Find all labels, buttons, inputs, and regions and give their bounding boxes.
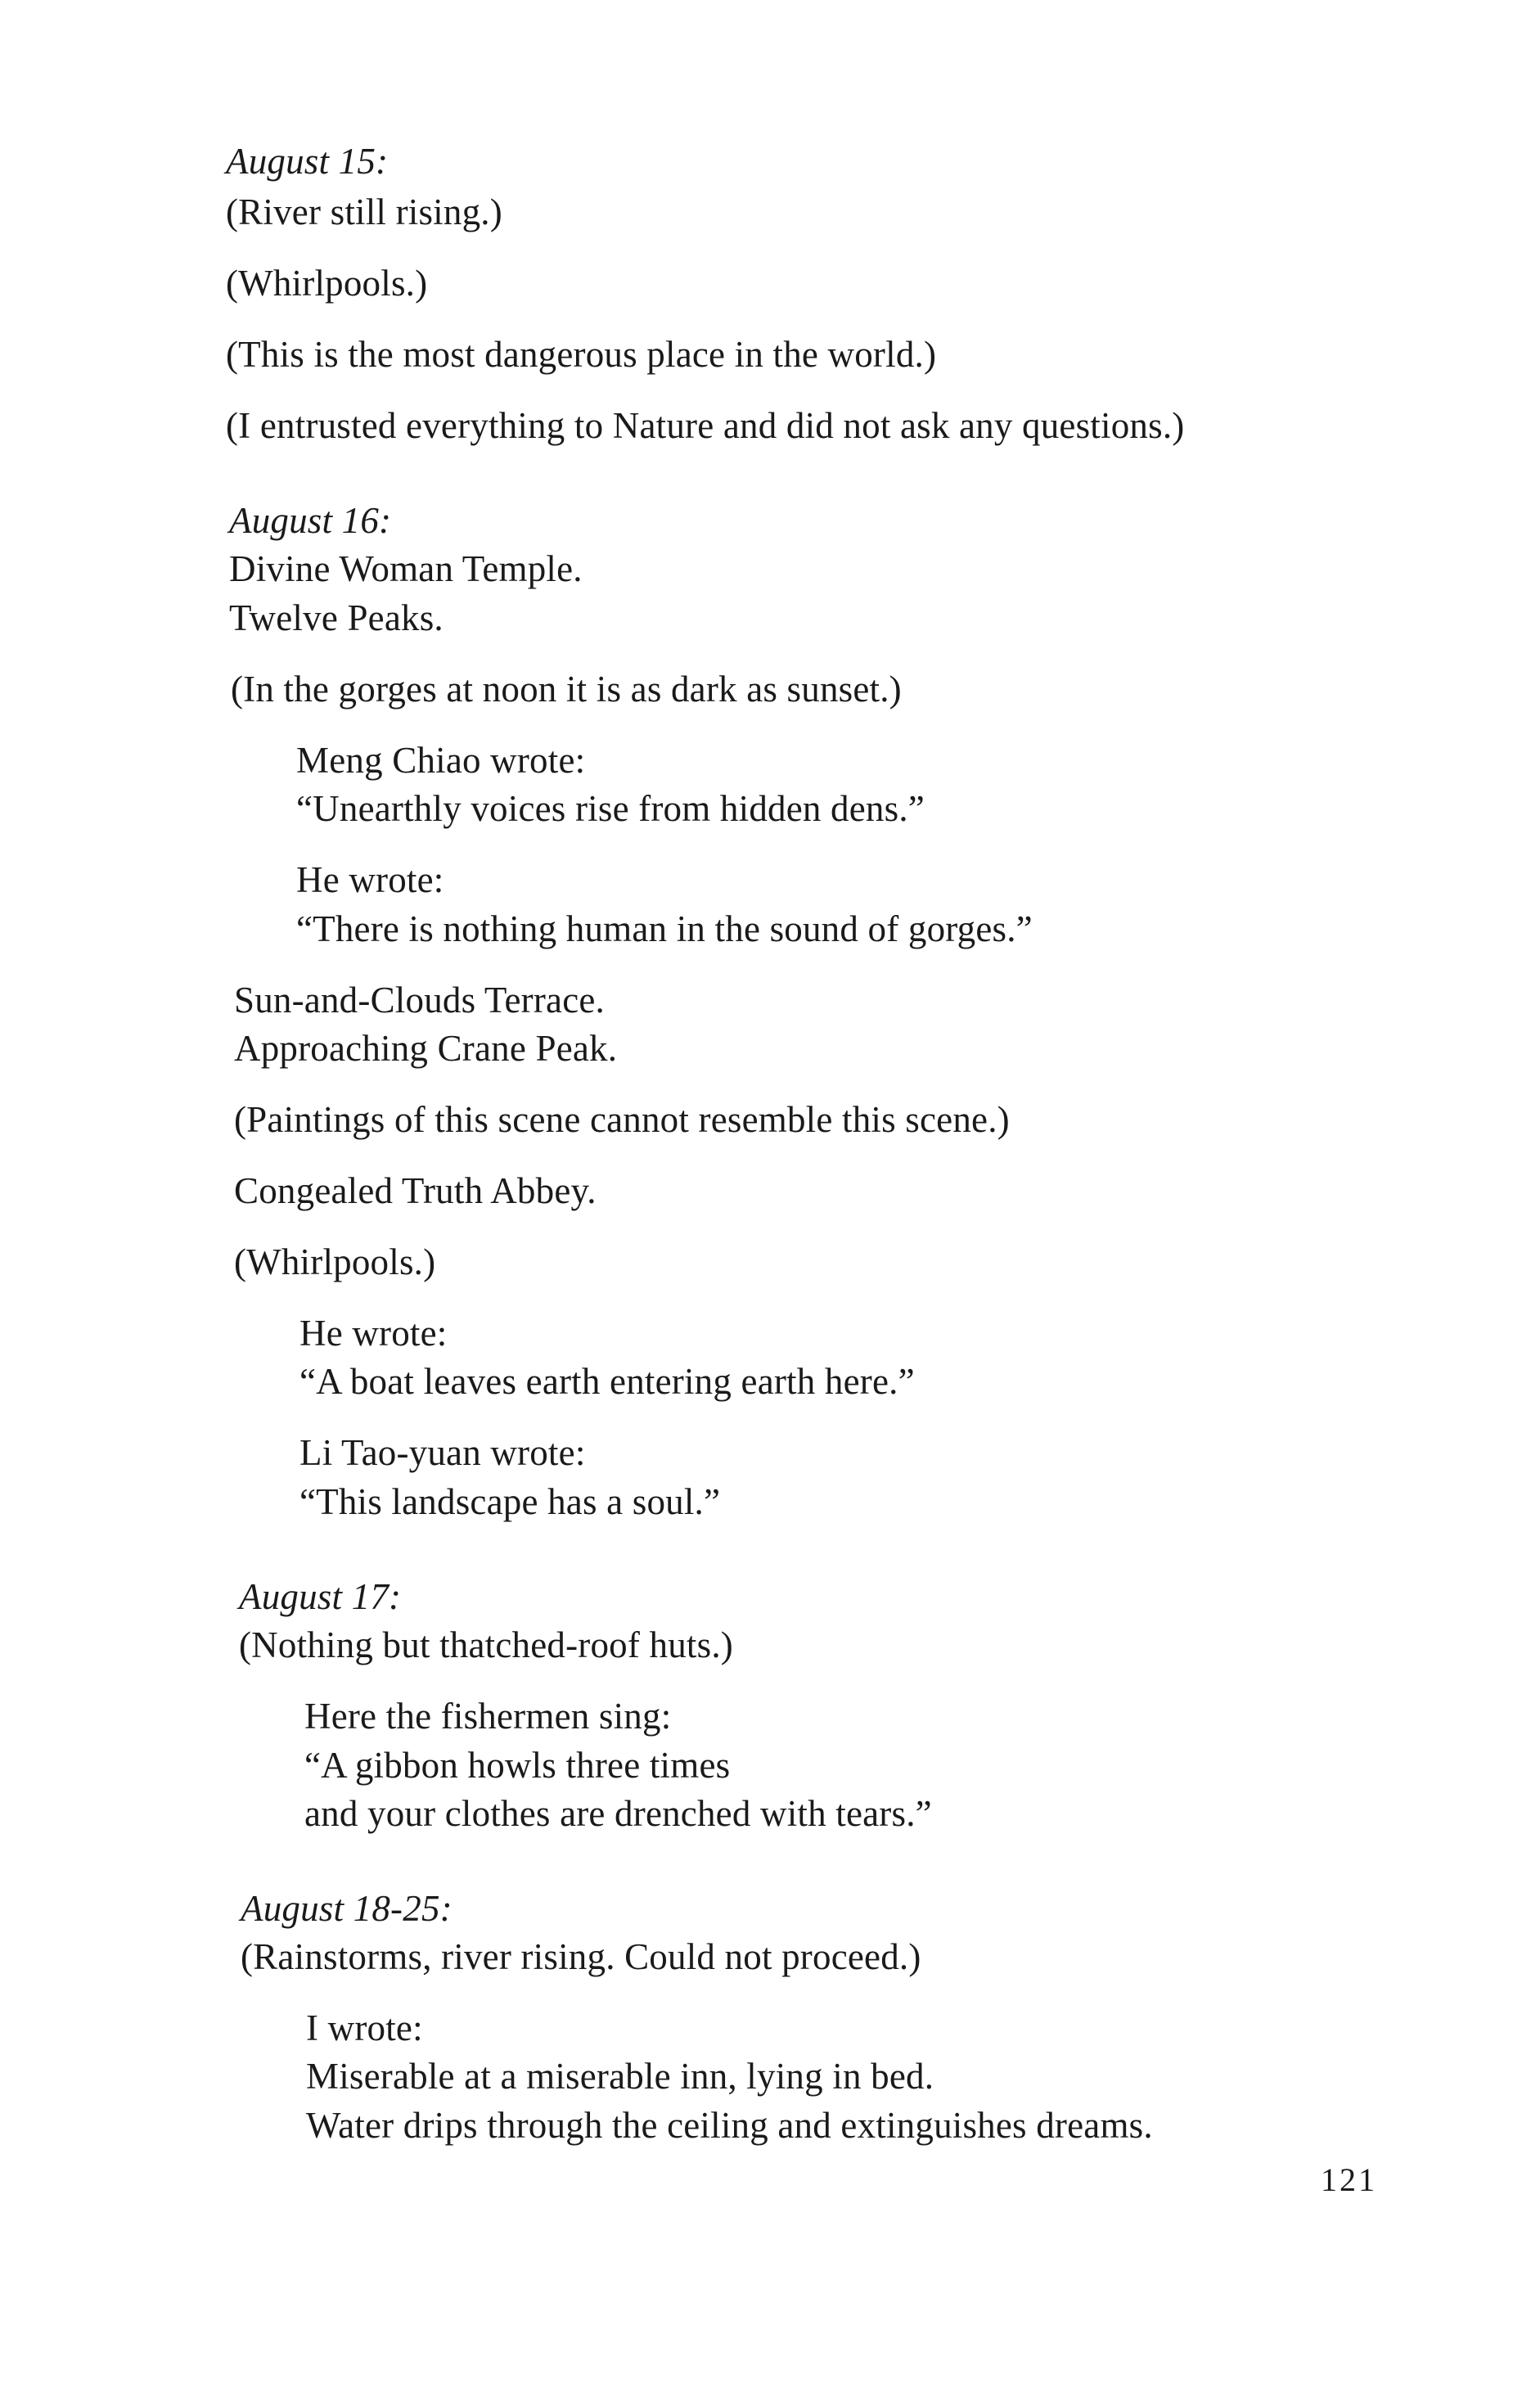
journal-line: Approaching Crane Peak.	[234, 1028, 618, 1069]
date-heading: August 18-25:	[241, 1888, 453, 1929]
page-number: 121	[1321, 2161, 1377, 2198]
journal-line: (In the gorges at noon it is as dark as sunset.)	[231, 669, 902, 710]
quote-attribution: He wrote:	[299, 1313, 448, 1354]
journal-line: Congealed Truth Abbey.	[234, 1170, 597, 1211]
journal-line: (I entrusted everything to Nature and did not ask any questions.)	[226, 405, 1185, 446]
journal-line: Twelve Peaks.	[229, 597, 444, 638]
quote-attribution: He wrote:	[296, 859, 444, 900]
quote-text: “This landscape has a soul.”	[299, 1481, 721, 1522]
quote-attribution: Li Tao-yuan wrote:	[299, 1432, 586, 1473]
date-heading: August 15:	[226, 141, 389, 182]
journal-line: (This is the most dangerous place in the world.)	[226, 334, 937, 375]
journal-line: (Nothing but thatched-roof huts.)	[239, 1624, 733, 1665]
quote-attribution: Meng Chiao wrote:	[296, 740, 586, 781]
journal-line: (Whirlpools.)	[234, 1241, 436, 1282]
journal-line: Divine Woman Temple.	[229, 548, 583, 589]
quote-text: “A boat leaves earth entering earth here.”	[299, 1361, 915, 1402]
date-heading: August 17:	[239, 1576, 402, 1617]
journal-line: (Whirlpools.)	[226, 263, 428, 304]
journal-line: Sun-and-Clouds Terrace.	[234, 980, 605, 1021]
quote-attribution: I wrote:	[306, 2007, 423, 2048]
journal-line: (River still rising.)	[226, 191, 502, 232]
quote-text: Miserable at a miserable inn, lying in bed.	[306, 2056, 934, 2097]
quote-text: and your clothes are drenched with tears.”	[304, 1793, 932, 1834]
quote-text: “There is nothing human in the sound of gorges.”	[296, 908, 1033, 949]
journal-line: (Paintings of this scene cannot resemble this scene.)	[234, 1099, 1010, 1140]
quote-text: Water drips through the ceiling and extinguishes dreams.	[306, 2105, 1153, 2146]
quote-text: “Unearthly voices rise from hidden dens.”	[296, 788, 925, 829]
journal-line: (Rainstorms, river rising. Could not proceed.)	[241, 1936, 921, 1977]
quote-text: “A gibbon howls three times	[304, 1745, 731, 1786]
quote-attribution: Here the fishermen sing:	[304, 1696, 672, 1737]
date-heading: August 16:	[229, 500, 392, 541]
